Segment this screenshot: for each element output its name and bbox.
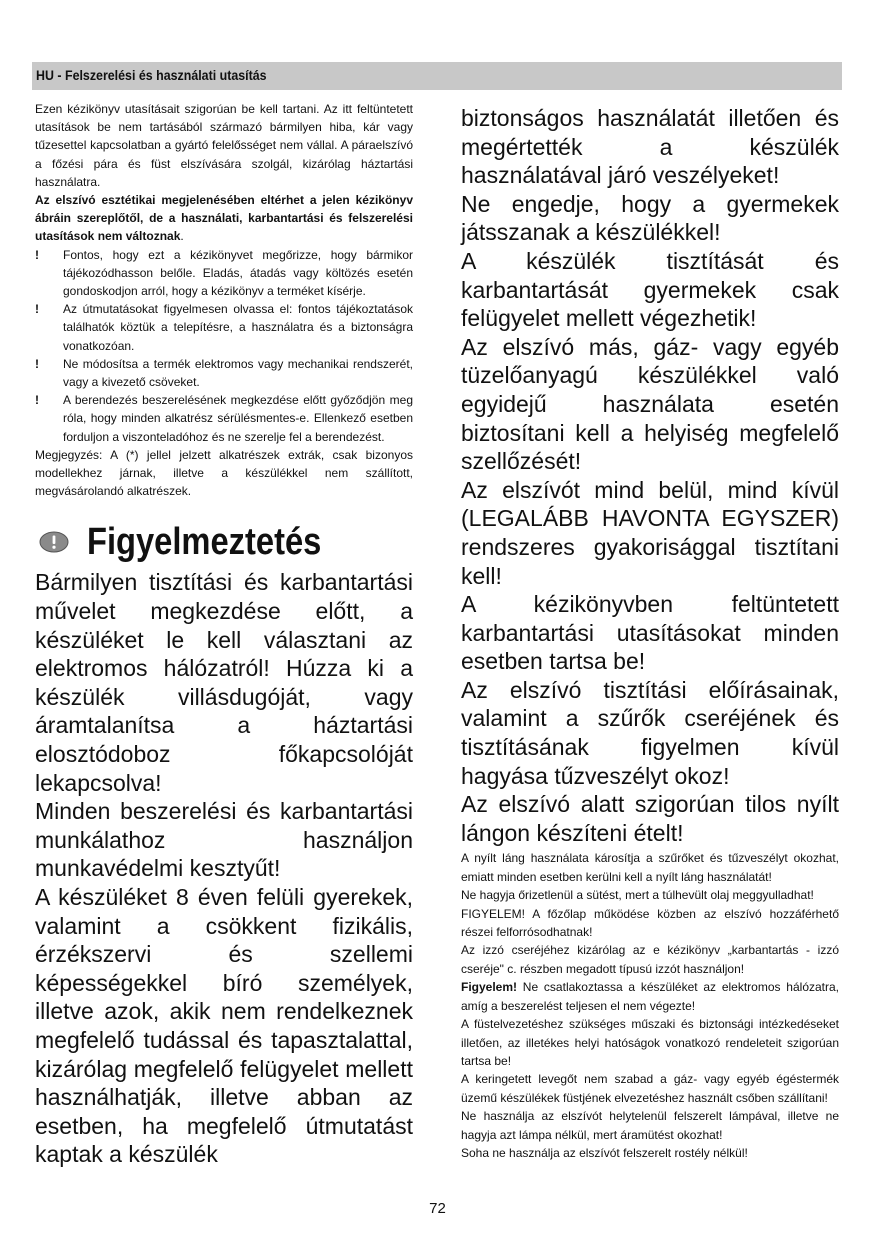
note-paragraph: Megjegyzés: A (*) jellel jelzett alkatrészek extrák, csak bizonyos modellekhez járnak, illetve a készülékkel nem szállított, megvásárolandó alkatrészek. xyxy=(35,447,413,499)
bold-note xyxy=(35,191,413,246)
right-small-text xyxy=(461,849,839,1162)
big-paragraph: Az elszívó alatt szigorúan tilos nyílt lángon készíteni ételt! xyxy=(461,791,839,846)
exclamation-mark: ! xyxy=(35,356,39,371)
bullet-text: Ne módosítsa a termék elektromos vagy mechanikai rendszerét, vagy a kivezető csöveket. xyxy=(63,356,413,390)
left-warning-text xyxy=(35,568,413,1168)
big-paragraph: Az elszívó tisztítási előírásainak, valamint a szűrők cseréjének és tisztításának figyelmen kívül hagyása tűzveszélyt okoz! xyxy=(461,676,839,789)
big-paragraph: A kézikönyvben feltüntetett karbantartási utasításokat minden esetben tartsa be! xyxy=(461,591,839,675)
section-header-bar xyxy=(32,62,842,90)
small-paragraph: Soha ne használja az elszívót felszerelt rostély nélkül! xyxy=(461,1145,748,1160)
section-title: HU - Felszerelési és használati utasítás xyxy=(36,68,267,83)
figyelem-label: Figyelem! xyxy=(461,980,518,995)
small-paragraph: A nyílt láng használata károsítja a szűrőket és tűzveszélyt okozhat, emiatt minden esetben kerülni kell a nyílt láng használatát! xyxy=(461,851,839,884)
warning-bullet-list xyxy=(35,246,413,446)
big-paragraph: Bármilyen tisztítási és karbantartási művelet megkezdése előtt, a készüléket le kell választani az elektromos hálózatról! Húzza ki a készülék villásdugóját, vagy áramtalanítsa a háztartási elosztódoboz főkapcsolóját lekapcsolva! xyxy=(35,569,413,796)
bullet-text: Fontos, hogy ezt a kézikönyvet megőrizze, hogy bármikor tájékozódhasson belőle. Eladás, átadás vagy költözés esetén gondoskodjon arról, hogy a kézikönyv a terméket kísérje. xyxy=(63,247,413,299)
bullet-text: Az útmutatásokat figyelmesen olvassa el: fontos tájékoztatások találhatók köztük a telepítésre, a használatra és a biztonságra vonatkozóan. xyxy=(63,302,413,353)
bullet-item xyxy=(35,355,413,391)
intro-paragraph: Ezen kézikönyv utasításait szigorúan be kell tartani. Az itt feltüntetett utasítások be nem tartásából származó bármilyen hiba, kár vagy tűzesettel kapcsolatban a gyártó felelősséget nem vállal. A páraelszívó a főzési pára és füst elszívására szolgál, kizárólag háztartási használatra. xyxy=(35,102,413,189)
bold-note-text: Az elszívó esztétikai megjelenésében eltérhet a jelen kézikönyv ábráin szereplőtől, de a használati, karbantartási és felszerelési utasítások nem változnak xyxy=(35,193,413,244)
warning-icon xyxy=(39,531,69,553)
bullet-item xyxy=(35,246,413,301)
exclamation-mark: ! xyxy=(35,247,39,262)
left-column xyxy=(35,100,413,1169)
figyelem-paragraph xyxy=(461,978,839,1015)
small-paragraph: FIGYELEM! A főzőlap működése közben az elszívó hozzáférhető részei felforrósodhatnak! xyxy=(461,906,839,940)
big-paragraph: A készüléket 8 éven felüli gyerekek, valamint a csökkent fizikális, érzékszervi és szellemi képességekkel bíró személyek, illetve azok, akik nem rendelkeznek megfelelő tudással és tapasztalattal, kizárólag megfelelő felügyelet mellett használhatják, illetve abban az esetben, ha megfelelő útmutatást kaptak a készülék xyxy=(35,884,413,1168)
bullet-item xyxy=(35,391,413,446)
big-paragraph: A készülék tisztítását és karbantartását gyermekek csak felügyelet mellett végezhetik! xyxy=(461,247,839,332)
bullet-text: A berendezés beszerelésének megkezdése előtt győződjön meg róla, hogy minden alkatrész sérülésmentes-e. Ellenkező esetben forduljon a viszonteladóhoz és ne szerelje fel a berendezést. xyxy=(63,393,413,444)
big-paragraph: Az elszívó más, gáz- vagy egyéb tüzelőanyagú készülékkel való egyidejű használata esetén biztosítani kell a helyiség megfelelő szellőzését! xyxy=(461,333,839,475)
warning-heading xyxy=(35,516,413,568)
small-paragraph: Ne hagyja őrizetlenül a sütést, mert a túlhevült olaj meggyulladhat! xyxy=(461,888,814,903)
big-paragraph: Minden beszerelési és karbantartási munkálathoz használjon munkavédelmi kesztyűt! xyxy=(35,798,413,882)
warning-title: Figyelmeztetés xyxy=(87,520,322,563)
bullet-item xyxy=(35,300,413,355)
page-number: 72 xyxy=(429,1200,446,1217)
right-column xyxy=(461,100,839,1162)
exclamation-mark: ! xyxy=(35,393,39,408)
big-paragraph: Az elszívót mind belül, mind kívül (LEGALÁBB HAVONTA EGYSZER) rendszeres gyakorisággal tisztítani kell! xyxy=(461,476,839,589)
figyelem-text: Ne csatlakoztassa a készüléket az elektromos hálózatra, amíg a beszerelést teljesen el nem végezte! xyxy=(461,980,839,1013)
big-paragraph: biztonságos használatát illetően és megértették a készülék használatával járó veszélyeket! xyxy=(461,105,839,189)
small-paragraph: Az izzó cseréjéhez kizárólag az e kézikönyv „karbantartás - izzó cseréje" c. részben megadott típusú izzót használjon! xyxy=(461,943,839,976)
small-paragraph: A füstelvezetéshez szükséges műszaki és biztonsági intézkedéseket illetően, az illetékes helyi hatóságok vonatkozó rendeleteit szigorúan tartsa be! xyxy=(461,1017,839,1068)
right-warning-text xyxy=(461,104,839,847)
big-paragraph: Ne engedje, hogy a gyermekek játsszanak a készülékkel! xyxy=(461,190,839,246)
bold-note-end: . xyxy=(180,229,184,244)
small-paragraph: Ne használja az elszívót helytelenül felszerelt lámpával, illetve ne hagyja azt lámpa nélkül, mert áramütést okozhat! xyxy=(461,1109,839,1142)
small-paragraph: A keringetett levegőt nem szabad a gáz- vagy egyéb égéstermék üzemű készülékek füstjének elvezetéshez használt csőben szállítani! xyxy=(461,1072,839,1105)
exclamation-mark: ! xyxy=(35,302,39,317)
